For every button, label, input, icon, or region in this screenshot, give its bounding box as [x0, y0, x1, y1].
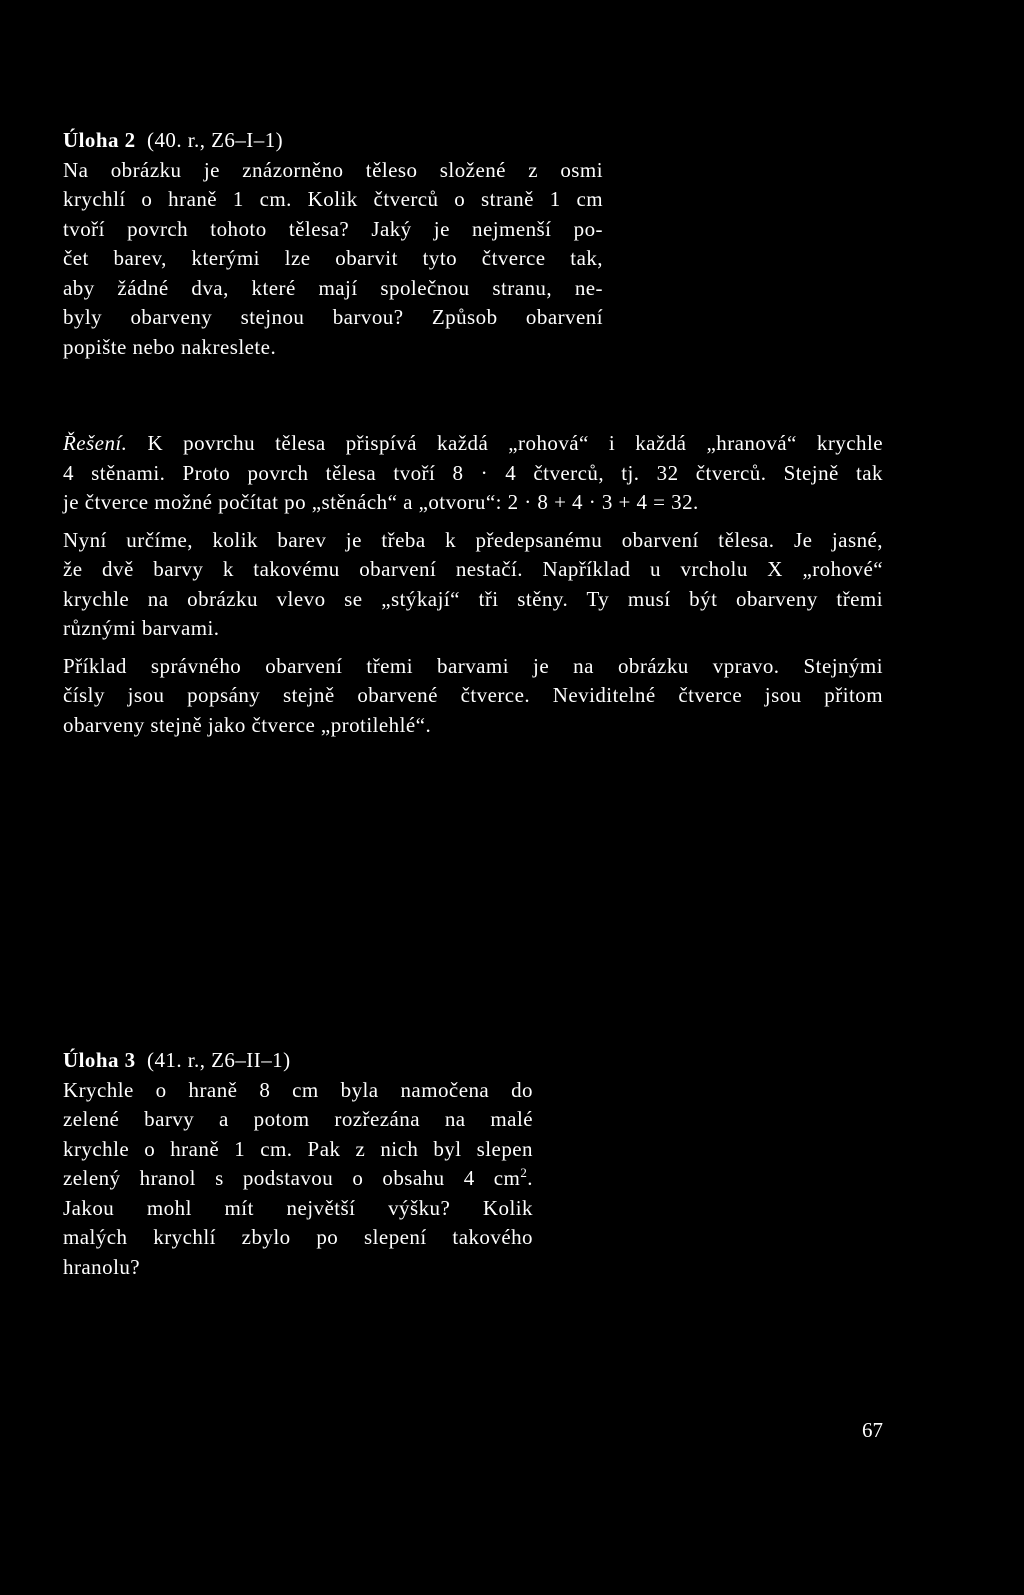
task-2-reference: (40. r., Z6–I–1) [147, 128, 284, 152]
solution-line [63, 429, 883, 459]
task-3-line: krychle o hraně 1 cm. Pak z nich byl slepen [63, 1136, 533, 1161]
solution-line: obarveny stejně jako čtverce „protilehlé“. [63, 712, 432, 737]
solution-line: krychle na obrázku vlevo se „stýkají“ tři stěny. Ty musí být obarveny třemi [63, 586, 883, 611]
task-2 [63, 126, 603, 362]
paragraph-gap [63, 518, 883, 526]
task-2-line: Na obrázku je znázorněno těleso složené z osmi [63, 157, 603, 182]
task-3-line: hranolu? [63, 1254, 141, 1279]
task-3-line: Jakou mohl mít největší výšku? Kolik [63, 1195, 533, 1220]
task-3-label: Úloha 3 [63, 1048, 136, 1072]
task-3-reference: (41. r., Z6–II–1) [147, 1048, 291, 1072]
solution-line: že dvě barvy k takovému obarvení nestačí. Například u vrcholu X „rohové“ [63, 557, 883, 581]
page-number: 67 [862, 1418, 883, 1442]
superscript: 2 [520, 1165, 528, 1180]
solution-line: čísly jsou popsány stejně obarvené čtverce. Neviditelné čtverce jsou přitom [63, 683, 883, 707]
solution-line: je čtverce možné počítat po „stěnách“ a „otvoru“: 2 · 8 + 4 · 3 + 4 = 32. [63, 490, 699, 514]
task-2-line: aby žádné dva, které mají společnou stranu, ne- [63, 275, 603, 300]
task-3-text: zelený hranol s podstavou o obsahu 4 cm [63, 1166, 521, 1190]
sentence-end: . [527, 1166, 533, 1190]
solution-line: různými barvami. [63, 616, 220, 640]
solution-line: Nyní určíme, kolik barev je třeba k předepsanému obarvení tělesa. Je jasné, [63, 527, 883, 552]
task-2-heading [63, 126, 603, 156]
solution-text: K povrchu tělesa přispívá každá „rohová“ i každá „hranová“ krychle [147, 431, 883, 455]
solution [63, 429, 883, 740]
solution-line: 4 stěnami. Proto povrch tělesa tvoří 8 · 4 čtverců, tj. 32 čtverců. Stejně tak [63, 460, 883, 485]
paragraph-gap [63, 644, 883, 652]
task-3-line: zelené barvy a potom rozřezána na malé [63, 1107, 533, 1131]
task-2-line: popište nebo nakreslete. [63, 334, 277, 359]
task-2-line: krychlí o hraně 1 cm. Kolik čtverců o straně 1 cm [63, 187, 603, 211]
task-3-line [63, 1164, 533, 1194]
task-2-line: tvoří povrch tohoto tělesa? Jaký je nejmenší po- [63, 216, 603, 241]
task-2-line: byly obarveny stejnou barvou? Způsob obarvení [63, 305, 603, 329]
task-3-heading [63, 1046, 533, 1076]
task-2-line: čet barev, kterými lze obarvit tyto čtverce tak, [63, 246, 603, 270]
solution-label: Řešení. [63, 431, 128, 455]
task-3-line: malých krychlí zbylo po slepení takového [63, 1225, 533, 1249]
task-3-line: Krychle o hraně 8 cm byla namočena do [63, 1077, 533, 1102]
task-2-label: Úloha 2 [63, 128, 136, 152]
solution-line: Příklad správného obarvení třemi barvami je na obrázku vpravo. Stejnými [63, 653, 883, 678]
task-3 [63, 1046, 533, 1282]
